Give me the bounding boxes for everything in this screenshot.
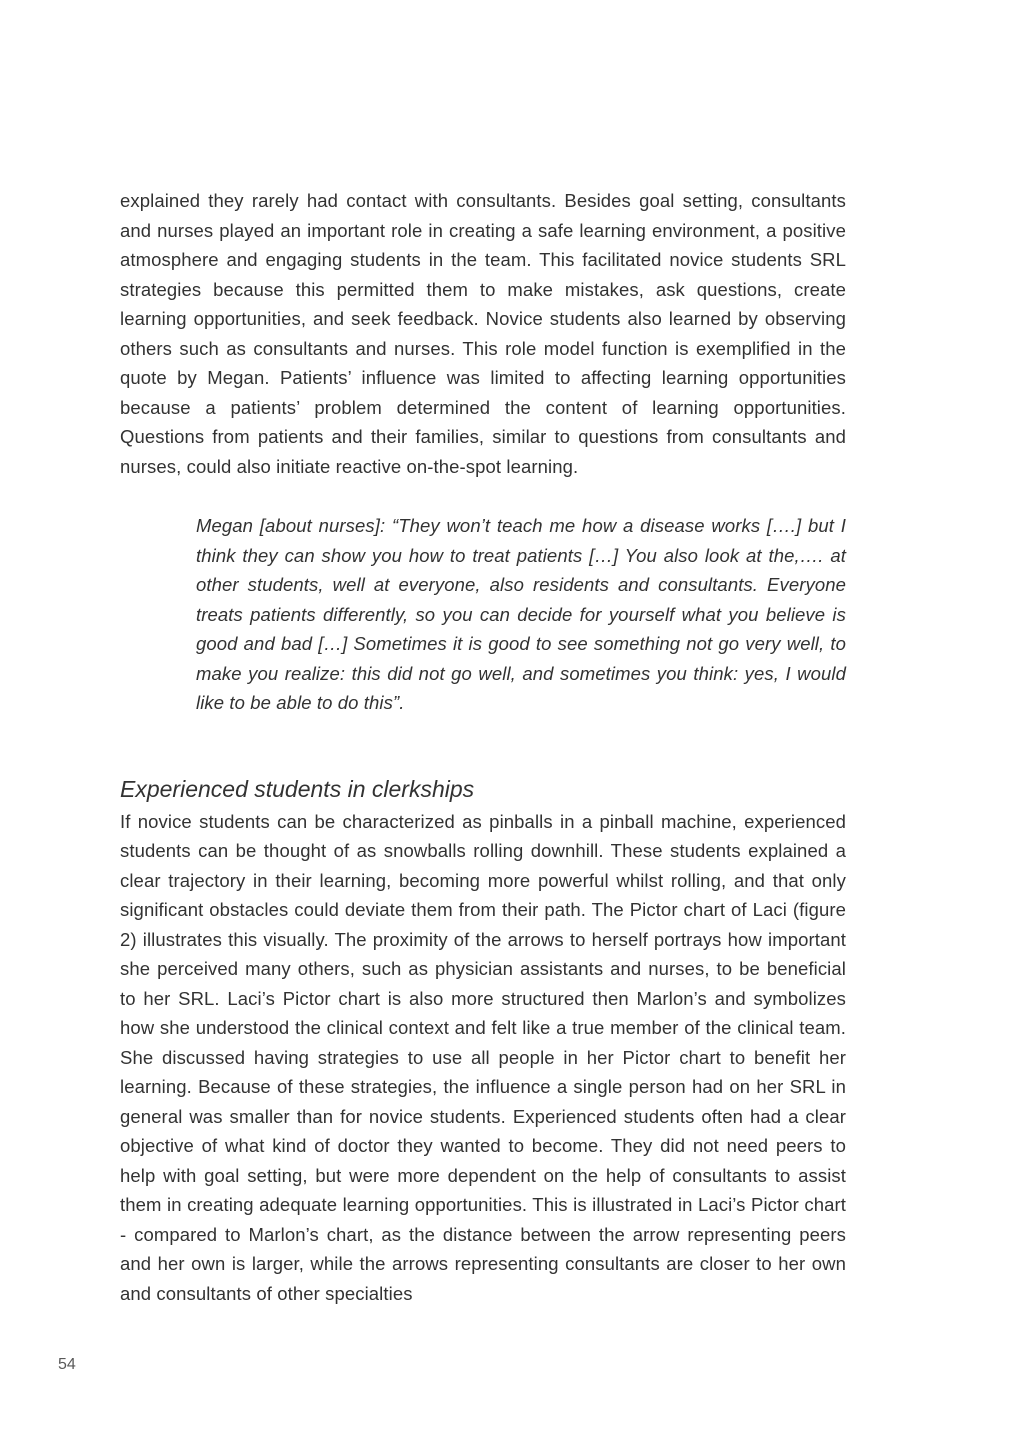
block-quote-megan: Megan [about nurses]: “They won’t teach me how a disease works [….] but I think they can show you how to treat patients […] You also look at the,…. at other students, well at everyone, also residents and consultants. Everyone treats patients differently, so you can decide for yourself what you believe is good and bad […] Sometimes it is good to see something not go very well, to make you realize: this did not go well, and sometimes you think: yes, I would like to be able to do this”.	[196, 515, 846, 713]
text-column	[120, 186, 846, 1308]
paragraph-novice-students: explained they rarely had contact with consultants. Besides goal setting, consultants and nurses played an important role in creating a safe learning environment, a positive atmosphere and engaging students in the team. This facilitated novice students SRL strategies because this permitted them to make mistakes, ask questions, create learning opportunities, and seek feedback. Novice students also learned by observing others such as consultants and nurses. This role model function is exemplified in the quote by Megan. Patients’ influence was limited to affecting learning opportunities because a patients’ problem determined the content of learning opportunities. Questions from patients and their families, similar to questions from consultants and nurses, could also initiate reactive on-the-spot learning.	[120, 190, 846, 477]
section-heading-experienced-students: Experienced students in clerkships	[120, 775, 475, 802]
paragraph-experienced-students: If novice students can be characterized as pinballs in a pinball machine, experienced students can be thought of as snowballs rolling downhill. These students explained a clear trajectory in their learning, becoming more powerful whilst rolling, and that only significant obstacles could deviate them from their path. The Pictor chart of Laci (figure 2) illustrates this visually. The proximity of the arrows to herself portrays how important she perceived many others, such as physician assistants and nurses, to be beneficial to her SRL. Laci’s Pictor chart is also more structured then Marlon’s and symbolizes how she understood the clinical context and felt like a true member of the clinical team. She discussed having strategies to use all people in her Pictor chart to benefit her learning. Because of these strategies, the influence a single person had on her SRL in general was smaller than for novice students. Experienced students often had a clear objective of what kind of doctor they wanted to become. They did not need peers to help with goal setting, but were more dependent on the help of consultants to assist them in creating adequate learning opportunities. This is illustrated in Laci’s Pictor chart - compared to Marlon’s chart, as the distance between the arrow representing peers and her own is larger, while the arrows representing consultants are closer to her own and consultants of other specialties	[120, 810, 846, 1304]
page-number: 54	[58, 1356, 76, 1373]
